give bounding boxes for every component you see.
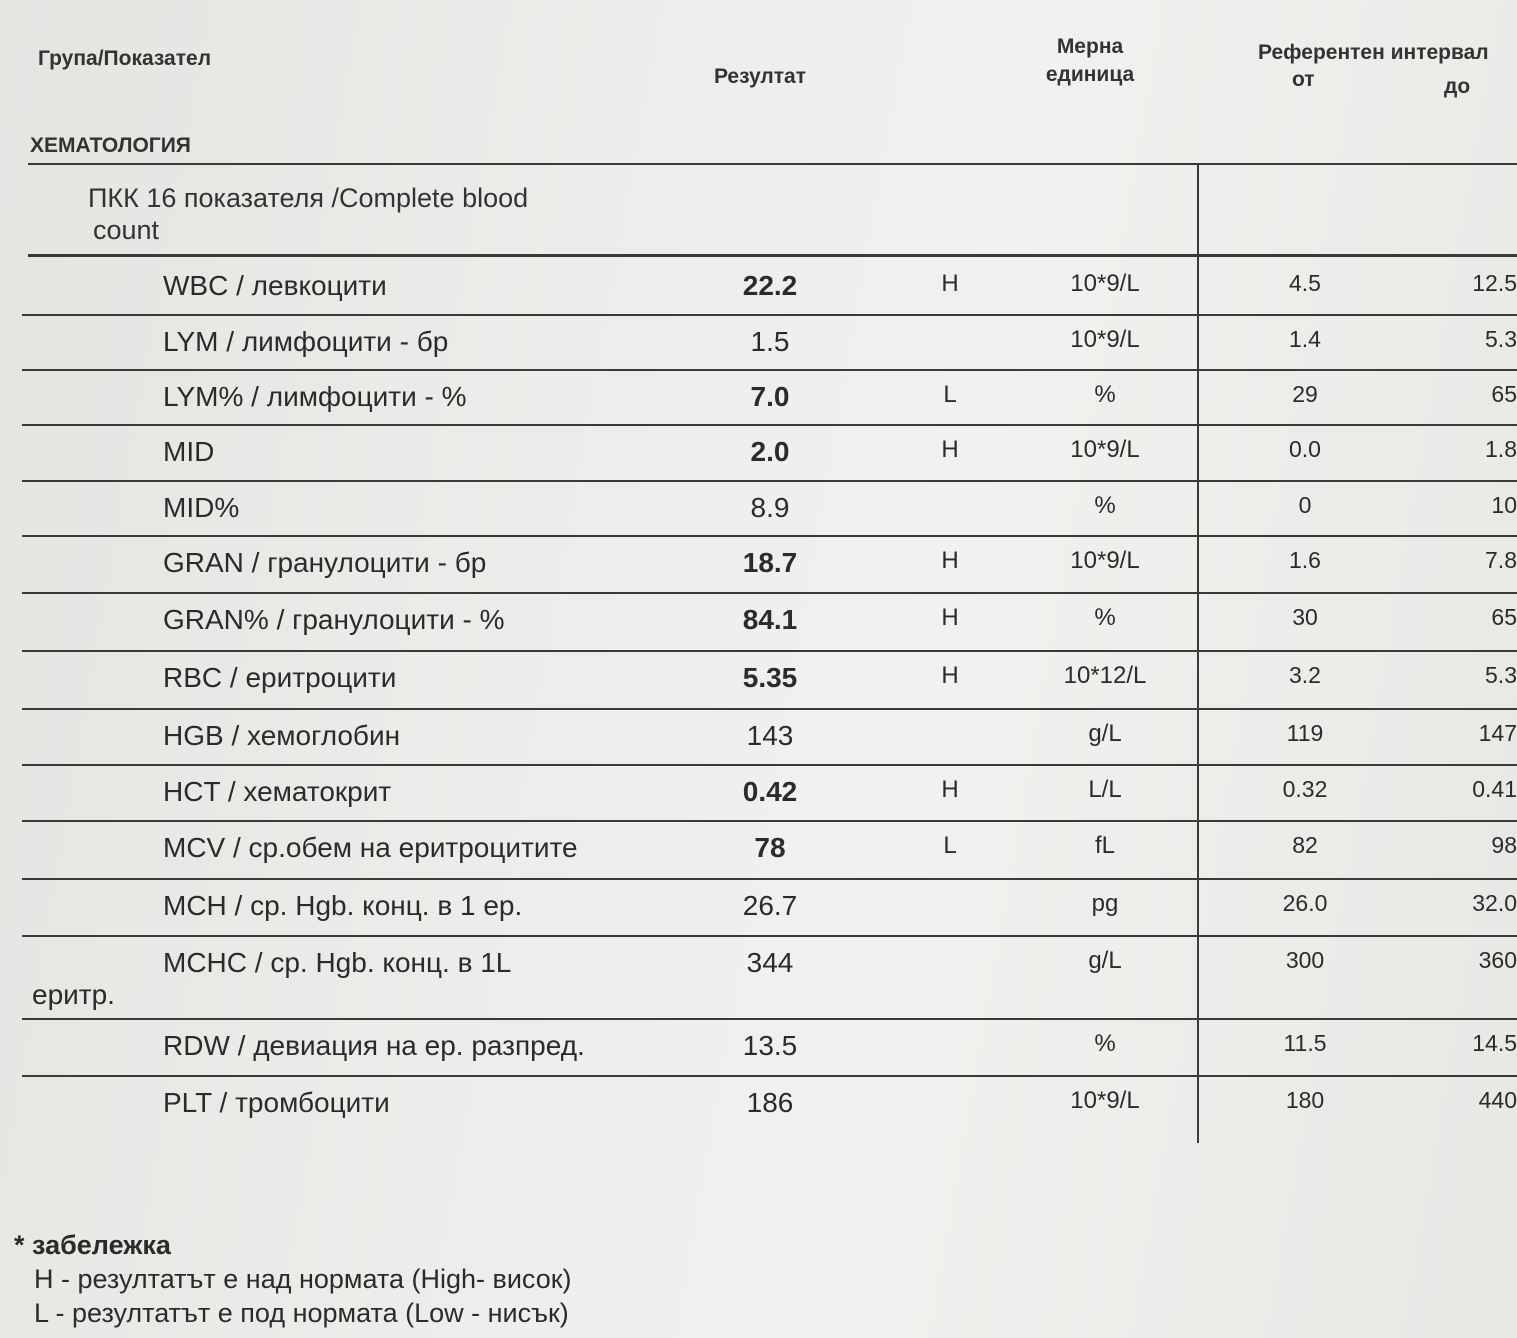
row-unit: % bbox=[1094, 492, 1116, 519]
header-unit-label-line2: единица bbox=[1045, 63, 1135, 86]
row-ref-to: 14.5 bbox=[1472, 1030, 1517, 1056]
header-group-label: Група/Показател bbox=[38, 47, 212, 70]
row-ref-from: 1.6 bbox=[1289, 547, 1321, 573]
header-ref-label: Референтен интервал bbox=[1258, 41, 1489, 64]
row-flag: L bbox=[943, 832, 957, 859]
row-ref-from: 0.32 bbox=[1282, 776, 1328, 802]
table-row bbox=[0, 258, 1517, 314]
row-divider bbox=[22, 424, 1517, 426]
row-flag: H bbox=[941, 662, 959, 689]
row-divider bbox=[22, 1075, 1517, 1077]
row-flag: H bbox=[941, 776, 959, 803]
row-unit: fL bbox=[1094, 832, 1115, 859]
row-unit: 10*9/L bbox=[1070, 547, 1140, 574]
row-unit: L/L bbox=[1088, 776, 1122, 803]
row-divider bbox=[22, 878, 1517, 880]
row-flag: H bbox=[941, 604, 959, 631]
row-unit: g/L bbox=[1088, 947, 1122, 974]
row-ref-from: 30 bbox=[1292, 604, 1318, 630]
row-result: 13.5 bbox=[742, 1030, 798, 1061]
row-unit: g/L bbox=[1088, 720, 1122, 747]
table-row bbox=[0, 935, 1517, 1010]
row-ref-to: 12.5 bbox=[1472, 270, 1517, 296]
row-divider bbox=[22, 480, 1517, 482]
row-name: MCH / ср. Hgb. конц. в 1 ер. bbox=[163, 890, 523, 921]
row-ref-to: 5.3 bbox=[1485, 662, 1517, 688]
row-result: 344 bbox=[746, 947, 794, 978]
table-row bbox=[0, 1018, 1517, 1074]
row-ref-to: 5.3 bbox=[1485, 326, 1517, 352]
row-ref-to: 10 bbox=[1491, 492, 1517, 518]
table-row bbox=[0, 592, 1517, 648]
row-name: RBC / еритроцити bbox=[163, 662, 397, 693]
table-row bbox=[0, 764, 1517, 820]
row-ref-to: 147 bbox=[1478, 720, 1517, 746]
table-row bbox=[0, 535, 1517, 591]
row-unit: 10*9/L bbox=[1070, 270, 1140, 297]
row-ref-from: 300 bbox=[1285, 947, 1325, 973]
row-flag: H bbox=[941, 270, 959, 297]
row-divider bbox=[22, 820, 1517, 822]
row-unit: 10*12/L bbox=[1063, 662, 1147, 689]
row-result: 7.0 bbox=[750, 381, 790, 412]
table-row bbox=[0, 820, 1517, 876]
group-divider bbox=[28, 254, 1517, 257]
header-ref-to: до bbox=[1444, 75, 1471, 98]
row-divider bbox=[22, 535, 1517, 537]
table-row bbox=[0, 424, 1517, 480]
row-result: 22.2 bbox=[742, 270, 798, 301]
row-result: 2.0 bbox=[750, 436, 790, 467]
row-flag: H bbox=[941, 436, 959, 463]
row-ref-to: 440 bbox=[1478, 1087, 1517, 1113]
row-ref-from: 0.0 bbox=[1289, 436, 1321, 462]
row-name: LYM% / лимфоцити - % bbox=[163, 381, 467, 412]
row-name: MID bbox=[163, 436, 215, 467]
row-ref-from: 11.5 bbox=[1283, 1030, 1327, 1056]
row-result: 143 bbox=[746, 720, 794, 751]
row-ref-from: 180 bbox=[1285, 1087, 1325, 1113]
row-divider bbox=[22, 369, 1517, 371]
row-name: MCV / ср.обем на еритроцитите bbox=[163, 832, 578, 863]
table-row bbox=[0, 314, 1517, 370]
row-name: RDW / девиация на ер. разпред. bbox=[163, 1030, 585, 1061]
table-row bbox=[0, 1075, 1517, 1131]
row-ref-from: 82 bbox=[1292, 832, 1318, 858]
header-result-label: Резултат bbox=[713, 65, 807, 88]
row-name-continued: еритр. bbox=[32, 979, 115, 1010]
table-row bbox=[0, 708, 1517, 764]
row-ref-to: 0.41 bbox=[1472, 776, 1517, 802]
row-result: 0.42 bbox=[742, 776, 798, 807]
group-title-line1: ПКК 16 показателя /Complete blood bbox=[88, 183, 529, 213]
row-ref-from: 0 bbox=[1298, 492, 1312, 518]
group-title bbox=[88, 182, 608, 246]
row-unit: % bbox=[1094, 604, 1116, 631]
header-ref-from: от bbox=[1292, 68, 1315, 91]
row-divider bbox=[22, 1018, 1517, 1020]
row-name: GRAN / гранулоцити - бр bbox=[163, 547, 487, 578]
row-ref-from: 3.2 bbox=[1289, 662, 1321, 688]
row-result: 18.7 bbox=[742, 547, 798, 578]
row-unit: pg bbox=[1091, 890, 1119, 917]
row-unit: 10*9/L bbox=[1070, 1087, 1140, 1114]
row-divider bbox=[22, 708, 1517, 710]
row-unit: % bbox=[1094, 381, 1116, 408]
note-title: * забележка bbox=[14, 1230, 171, 1260]
row-result: 5.35 bbox=[742, 662, 798, 693]
row-ref-to: 65 bbox=[1491, 604, 1517, 630]
table-row bbox=[0, 878, 1517, 934]
row-result: 78 bbox=[754, 832, 786, 863]
table-row bbox=[0, 480, 1517, 536]
table-top-border bbox=[28, 163, 1517, 165]
row-result: 8.9 bbox=[750, 492, 790, 523]
row-name: LYM / лимфоцити - бр bbox=[163, 326, 449, 357]
row-ref-to: 98 bbox=[1491, 832, 1517, 858]
row-divider bbox=[22, 764, 1517, 766]
group-title-line2: count bbox=[93, 215, 160, 245]
row-ref-from: 29 bbox=[1292, 381, 1318, 407]
row-unit: 10*9/L bbox=[1070, 436, 1140, 463]
row-ref-from: 1.4 bbox=[1289, 326, 1321, 352]
row-name: PLT / тромбоцити bbox=[163, 1087, 390, 1118]
row-name: GRAN% / гранулоцити - % bbox=[163, 604, 505, 635]
row-divider bbox=[22, 592, 1517, 594]
row-ref-from: 26.0 bbox=[1282, 890, 1328, 916]
table-row bbox=[0, 369, 1517, 425]
row-ref-to: 32.0 bbox=[1472, 890, 1517, 916]
row-name: MCHC / ср. Hgb. конц. в 1L bbox=[163, 947, 512, 978]
row-name: WBC / левкоцити bbox=[163, 270, 387, 301]
row-flag: H bbox=[941, 547, 959, 574]
row-unit: 10*9/L bbox=[1070, 326, 1140, 353]
row-ref-to: 1.8 bbox=[1485, 436, 1517, 462]
row-result: 1.5 bbox=[750, 326, 790, 357]
row-result: 186 bbox=[746, 1087, 794, 1118]
row-name: HGB / хемоглобин bbox=[163, 720, 401, 751]
header-unit-label-line1: Мерна bbox=[1056, 35, 1124, 58]
row-ref-from: 119 bbox=[1286, 720, 1324, 746]
note-low: L - резултатът е под нормата (Low - нисък) bbox=[34, 1298, 569, 1328]
row-divider bbox=[22, 314, 1517, 316]
row-ref-to: 7.8 bbox=[1485, 547, 1517, 573]
row-ref-from: 4.5 bbox=[1289, 270, 1321, 296]
row-unit: % bbox=[1094, 1030, 1116, 1057]
row-ref-to: 360 bbox=[1478, 947, 1517, 973]
row-result: 84.1 bbox=[742, 604, 798, 635]
row-divider bbox=[22, 935, 1517, 937]
row-ref-to: 65 bbox=[1491, 381, 1517, 407]
row-divider bbox=[22, 650, 1517, 652]
note-high: H - резултатът е над нормата (High- висок) bbox=[34, 1264, 572, 1294]
row-flag: L bbox=[943, 381, 957, 408]
row-result: 26.7 bbox=[742, 890, 798, 921]
row-name: HCT / хематокрит bbox=[163, 776, 392, 807]
table-row bbox=[0, 650, 1517, 706]
row-name: MID% bbox=[163, 492, 240, 523]
section-title: ХЕМАТОЛОГИЯ bbox=[30, 134, 191, 157]
